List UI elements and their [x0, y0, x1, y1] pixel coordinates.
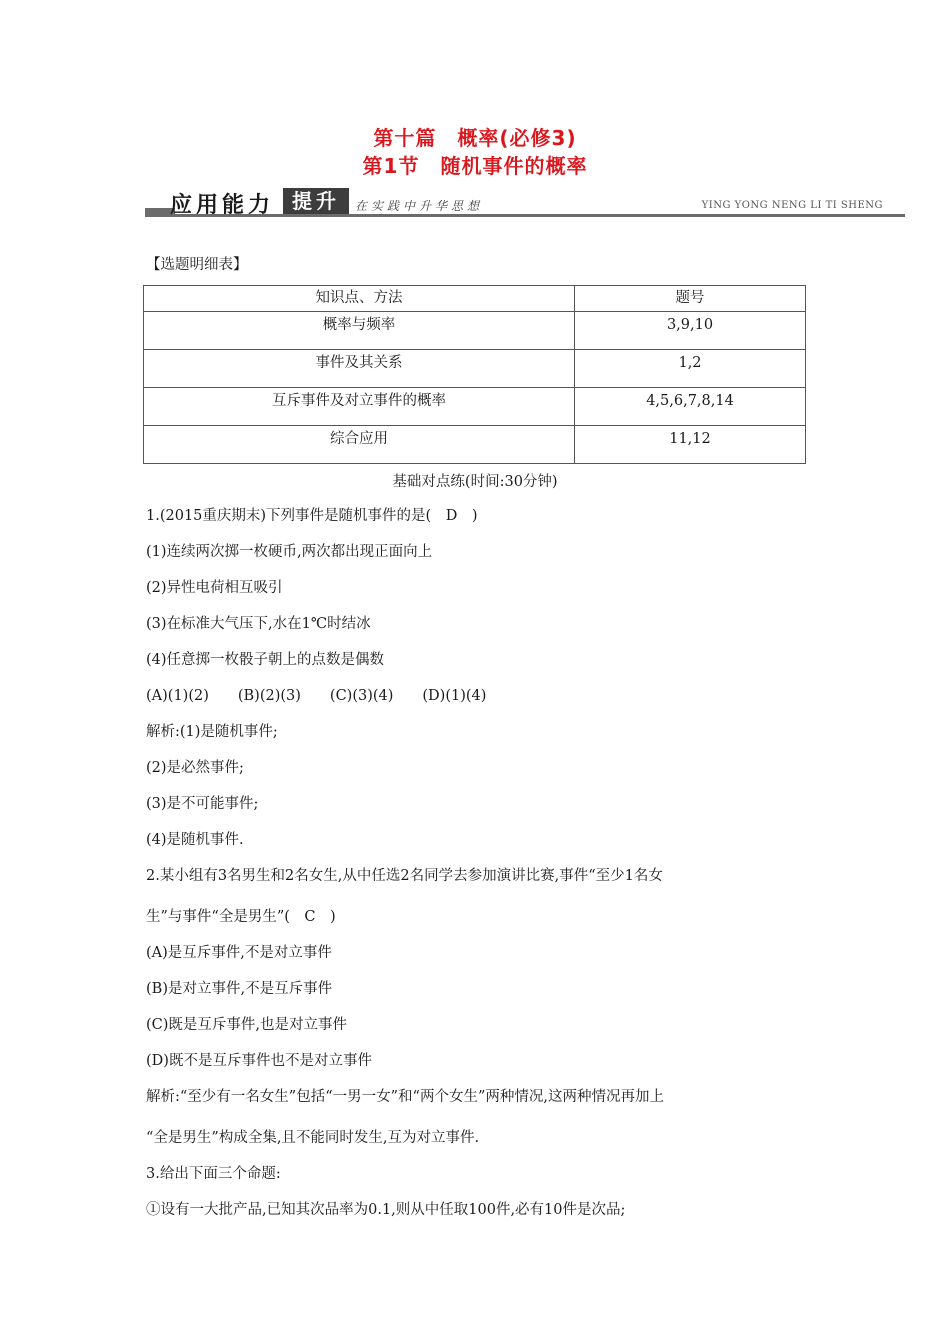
topic-cell: 互斥事件及对立事件的概率 — [144, 388, 575, 426]
numbers-cell: 3,9,10 — [575, 312, 806, 350]
question-2-stem: 2.某小组有3名男生和2名女生,从中任选2名同学去参加演讲比赛,事件“至少1名女 — [146, 868, 663, 884]
table-row — [144, 388, 806, 426]
table-row — [144, 350, 806, 388]
question-2-option-c: (C)既是互斥事件,也是对立事件 — [146, 1017, 348, 1033]
question-2-stem-cont: 生”与事件“全是男生”( C ) — [146, 909, 336, 925]
question-1-item-1: (1)连续两次掷一枚硬币,两次都出现正面向上 — [146, 544, 433, 560]
question-3-stem: 3.给出下面三个命题: — [146, 1166, 281, 1182]
topic-table — [143, 285, 806, 464]
section-title: 第1节 随机事件的概率 — [362, 154, 588, 178]
chapter-title: 第十篇 概率(必修3) — [373, 126, 577, 150]
banner-pinyin: YING YONG NENG LI TI SHENG — [701, 200, 883, 211]
banner-box: 提升 — [283, 188, 349, 214]
header-question-numbers: 题号 — [575, 286, 806, 312]
question-1-stem: 1.(2015重庆期末)下列事件是随机事件的是( D ) — [146, 508, 478, 524]
table-label: 【选题明细表】 — [146, 257, 248, 273]
practice-caption: 基础对点练(时间:30分钟) — [392, 474, 558, 490]
question-1-item-4: (4)任意掷一枚骰子朝上的点数是偶数 — [146, 652, 385, 668]
section-banner — [145, 188, 905, 218]
table-row — [144, 426, 806, 464]
question-2-analysis: 解析:“至少有一名女生”包括“一男一女”和“两个女生”两种情况,这两种情况再加上 — [146, 1089, 664, 1105]
numbers-cell: 1,2 — [575, 350, 806, 388]
question-2-option-d: (D)既不是互斥事件也不是对立事件 — [146, 1053, 372, 1069]
question-1-item-3: (3)在标准大气压下,水在1℃时结冰 — [146, 616, 371, 632]
question-2-option-a: (A)是互斥事件,不是对立事件 — [146, 945, 332, 961]
question-2-option-b: (B)是对立事件,不是互斥事件 — [146, 981, 333, 997]
question-1-analysis: (2)是必然事件; — [146, 760, 244, 776]
question-1-options: (A)(1)(2) (B)(2)(3) (C)(3)(4) (D)(1)(4) — [146, 688, 487, 704]
topic-cell: 事件及其关系 — [144, 350, 575, 388]
header-topic: 知识点、方法 — [144, 286, 575, 312]
numbers-cell: 4,5,6,7,8,14 — [575, 388, 806, 426]
table-row — [144, 312, 806, 350]
question-3-proposition-1: ①设有一大批产品,已知其次品率为0.1,则从中任取100件,必有10件是次品; — [146, 1202, 626, 1218]
topic-cell: 概率与频率 — [144, 312, 575, 350]
numbers-cell: 11,12 — [575, 426, 806, 464]
question-1-item-2: (2)异性电荷相互吸引 — [146, 580, 283, 596]
question-1-analysis: 解析:(1)是随机事件; — [146, 724, 278, 740]
question-1-analysis: (4)是随机事件. — [146, 832, 244, 848]
question-1-analysis: (3)是不可能事件; — [146, 796, 259, 812]
table-header-row — [144, 286, 806, 312]
banner-heading: 应用能力 — [170, 193, 275, 218]
topic-cell: 综合应用 — [144, 426, 575, 464]
banner-motto: 在实践中升华思想 — [355, 199, 484, 213]
question-2-analysis-cont: “全是男生”构成全集,且不能同时发生,互为对立事件. — [146, 1130, 480, 1146]
